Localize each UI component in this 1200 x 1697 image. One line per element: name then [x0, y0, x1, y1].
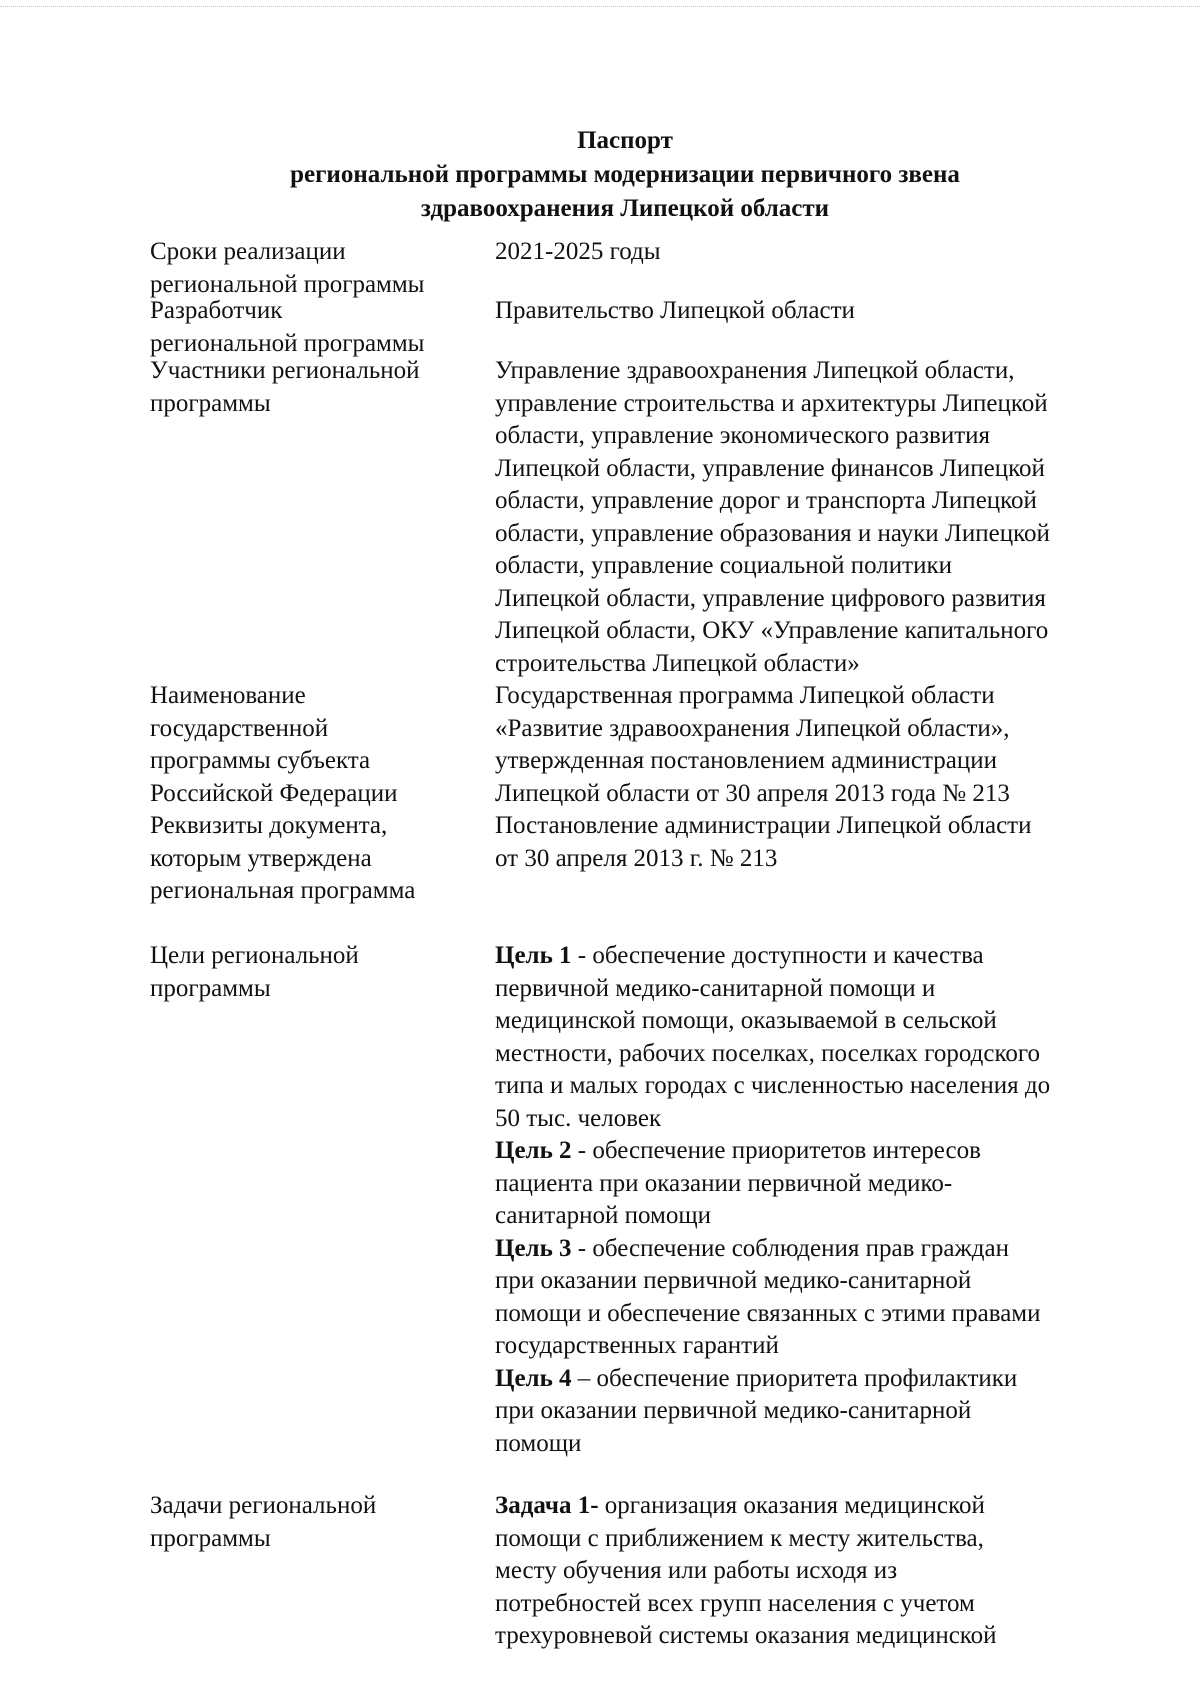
value-line: утвержденная постановлением администрации	[495, 747, 997, 774]
label-line: Цели региональной	[150, 942, 359, 969]
row-value	[495, 940, 1120, 1460]
label-line: которым утверждена	[150, 844, 372, 872]
label-line: программы	[150, 974, 271, 1002]
value-line: области, управление образования и науки Липецкой	[495, 519, 1050, 547]
row-value	[495, 810, 1120, 908]
goal-text: – обеспечение приоритета профилактики	[571, 1364, 1018, 1392]
label-line: программы	[150, 389, 271, 417]
goal-text: при оказании первичной медико-санитарной	[495, 1267, 972, 1294]
value-line: Постановление администрации Липецкой области	[495, 812, 1032, 839]
goal-lead: Цель 4	[495, 1364, 572, 1392]
title-line: Паспорт	[577, 127, 673, 154]
value-line: 2021-2025 годы	[495, 238, 661, 265]
goal-text: санитарной помощи	[495, 1202, 711, 1229]
goal-lead: Цель 1	[495, 942, 572, 969]
value-line: Липецкой области, управление финансов Липецкой	[495, 454, 1045, 482]
goal-text: помощи и обеспечение связанных с этими правами	[495, 1299, 1041, 1327]
goal-text: - обеспечение доступности и качества	[571, 942, 984, 969]
passport-row-goals	[150, 940, 1120, 1460]
goal-text: местности, рабочих поселках, поселках городского	[495, 1039, 1040, 1067]
row-value	[495, 355, 1120, 680]
label-line: региональная программа	[150, 877, 416, 904]
label-line: Разработчик	[150, 297, 283, 324]
value-line: Липецкой области от 30 апреля 2013 года № 213	[495, 779, 1010, 807]
row-value	[495, 680, 1120, 810]
value-line: области, управление экономического развития	[495, 422, 991, 449]
passport-row-tasks	[150, 1490, 1120, 1653]
label-line: Российской Федерации	[150, 779, 398, 807]
task-text: организация оказания медицинской	[598, 1492, 985, 1519]
goal-text: медицинской помощи, оказываемой в сельской	[495, 1007, 997, 1034]
row-label	[150, 295, 495, 360]
value-line: Управление здравоохранения Липецкой области,	[495, 357, 1015, 384]
goal-text: - обеспечение приоритетов интересов	[571, 1137, 981, 1164]
passport-row-developer	[150, 295, 1120, 360]
goal-text: помощи	[495, 1429, 582, 1457]
document-title	[150, 124, 1100, 226]
value-line: области, управление дорог и транспорта Липецкой	[495, 487, 1037, 514]
scan-top-edge	[0, 6, 1200, 7]
value-line: Липецкой области, ОКУ «Управление капитального	[495, 617, 1049, 644]
row-label	[150, 1490, 495, 1653]
goal-item	[495, 1363, 1120, 1461]
value-line: «Развитие здравоохранения Липецкой области»,	[495, 714, 1010, 742]
goal-item	[495, 940, 1120, 1135]
label-line: Реквизиты документа,	[150, 812, 388, 839]
goal-item	[495, 1233, 1120, 1363]
label-line: программы субъекта	[150, 747, 371, 774]
goal-lead: Цель 3	[495, 1234, 572, 1262]
row-label	[150, 940, 495, 1460]
label-line: Участники региональной	[150, 357, 420, 384]
goal-text: при оказании первичной медико-санитарной	[495, 1397, 972, 1424]
row-label	[150, 680, 495, 810]
label-line: государственной	[150, 714, 329, 742]
goal-text: первичной медико-санитарной помощи и	[495, 974, 936, 1002]
goal-lead: Цель 2	[495, 1137, 572, 1164]
label-line: региональной программы	[150, 270, 425, 298]
title-line: региональной программы модернизации первичного звена	[290, 161, 960, 188]
passport-row-participants	[150, 355, 1120, 680]
passport-row-document-details	[150, 810, 1120, 908]
goal-text: - обеспечение соблюдения прав граждан	[571, 1234, 1009, 1262]
goal-text: государственных гарантий	[495, 1332, 779, 1359]
passport-row-state-program	[150, 680, 1120, 810]
goal-item	[495, 1135, 1120, 1233]
goal-text: пациента при оказании первичной медико-	[495, 1169, 953, 1197]
row-label	[150, 810, 495, 908]
task-text: помощи с приближением к месту жительства,	[495, 1524, 984, 1552]
label-line: Сроки реализации	[150, 238, 346, 265]
row-value	[495, 295, 1120, 360]
row-label	[150, 236, 495, 301]
task-item	[495, 1490, 1120, 1653]
row-value	[495, 1490, 1120, 1653]
title-line: здравоохранения Липецкой области	[420, 195, 830, 222]
label-line: региональной программы	[150, 329, 425, 357]
value-line: строительства Липецкой области»	[495, 649, 860, 677]
value-line: Государственная программа Липецкой области	[495, 682, 995, 709]
passport-row-period	[150, 236, 1120, 301]
row-value	[495, 236, 1120, 301]
value-line: от 30 апреля 2013 г. № 213	[495, 844, 778, 872]
row-label	[150, 355, 495, 680]
goal-text: типа и малых городах с численностью населения до	[495, 1072, 1051, 1099]
task-text: месту обучения или работы исходя из	[495, 1557, 898, 1584]
value-line: Правительство Липецкой области	[495, 297, 855, 324]
label-line: Задачи региональной	[150, 1492, 377, 1519]
label-line: Наименование	[150, 682, 306, 709]
task-lead: Задача 1-	[495, 1492, 599, 1519]
goal-text: 50 тыс. человек	[495, 1104, 662, 1132]
value-line: Липецкой области, управление цифрового развития	[495, 584, 1046, 612]
value-line: управление строительства и архитектуры Липецкой	[495, 389, 1048, 417]
value-line: области, управление социальной политики	[495, 552, 952, 579]
task-text: трехуровневой системы оказания медицинской	[495, 1622, 997, 1649]
label-line: программы	[150, 1524, 271, 1552]
task-text: потребностей всех групп населения с учетом	[495, 1589, 975, 1617]
